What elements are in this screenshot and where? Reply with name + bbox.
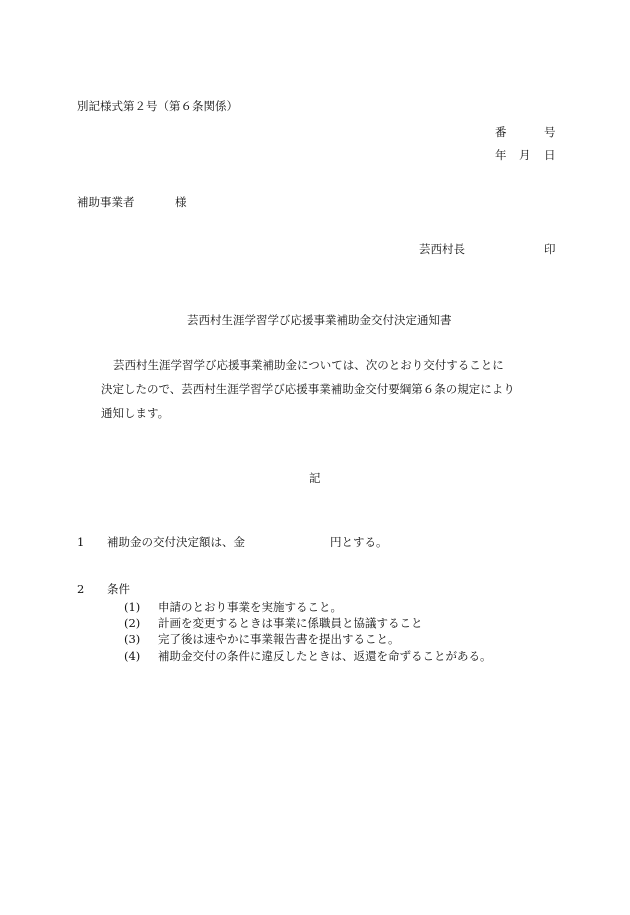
condition-3-number: (3)	[124, 632, 141, 646]
condition-4-number: (4)	[124, 649, 141, 663]
date-year-label: 年	[495, 148, 507, 162]
condition-3-text: 完了後は速やかに事業報告書を提出すること。	[158, 632, 400, 646]
condition-1-number: (1)	[124, 600, 141, 614]
body-line-2: 決定したので、芸西村生涯学習学び応援事業補助金交付要綱第６条の規定により	[101, 382, 515, 396]
item-1-number: 1	[77, 535, 85, 549]
number-go-label: 号	[544, 125, 556, 139]
body-line-3: 通知します。	[101, 406, 170, 420]
date-month-label: 月	[519, 148, 531, 162]
condition-2-number: (2)	[124, 616, 141, 630]
item-1-label-prefix: 補助金の交付決定額は、金	[107, 535, 245, 549]
item-1-label-suffix: 円とする。	[330, 535, 388, 549]
item-2-number: 2	[77, 582, 85, 596]
document-title: 芸西村生涯学習学び応援事業補助金交付決定通知書	[187, 313, 452, 327]
number-ban-label: 番	[495, 125, 507, 139]
form-header: 別記様式第２号（第６条関係）	[77, 99, 238, 113]
recipient-label: 補助事業者	[77, 195, 135, 209]
condition-1-text: 申請のとおり事業を実施すること。	[158, 600, 342, 614]
recipient-honorific: 様	[175, 195, 187, 209]
issuer-seal: 印	[544, 242, 556, 256]
item-2-label: 条件	[107, 582, 130, 596]
condition-4-text: 補助金交付の条件に違反したときは、返還を命ずることがある。	[158, 649, 492, 663]
issuer-title: 芸西村長	[419, 242, 465, 256]
ki-heading: 記	[309, 471, 321, 485]
date-day-label: 日	[544, 148, 556, 162]
body-line-1: 芸西村生涯学習学び応援事業補助金については、次のとおり交付することに	[113, 358, 504, 372]
condition-2-text: 計画を変更するときは事業に係職員と協議すること	[158, 616, 423, 630]
